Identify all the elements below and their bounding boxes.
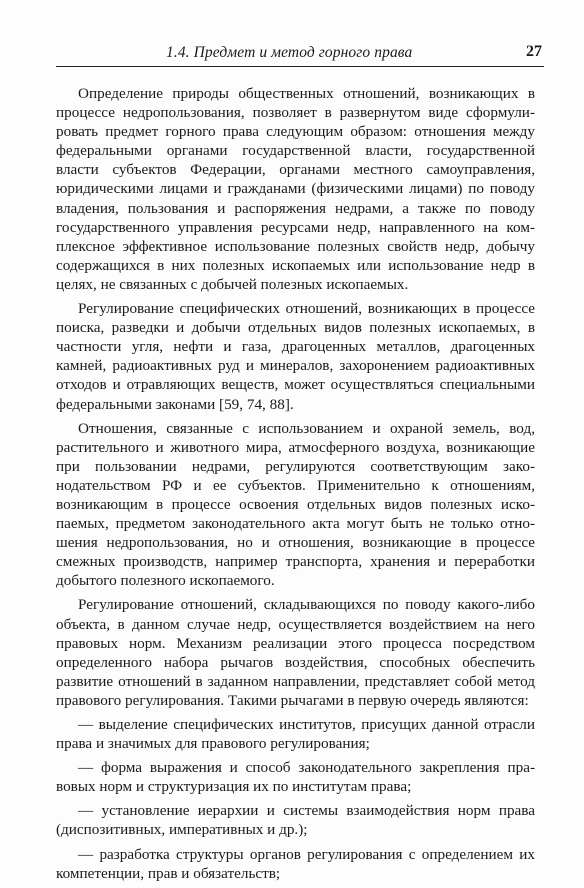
list-item: — форма выражения и способ законодательного закрепления правовых норм и структуризация их по институтам права; bbox=[56, 759, 535, 796]
list-item: — разработка структуры органов регулирования с определением их компетенции, прав и обязательств; bbox=[56, 845, 535, 882]
header-rule bbox=[56, 66, 544, 67]
paragraph: Регулирование специфических отношений, возникающих в процессе поиска, разведки и добычи отдельных видов полезных ископаемых, в частности угля, нефти и газа, драгоценных металлов, драгоценных камней, радиоактивных руд и минералов, захоронением радиоактивных отходов и отравляющих веществ, может осуществляться специальными федеральными законами [59, 74, 88]. bbox=[56, 300, 535, 413]
list-item: — выделение специфических институтов, присущих данной отрасли права и значимых для правового регулирования; bbox=[56, 716, 535, 753]
running-head bbox=[56, 44, 544, 66]
paragraph: Определение природы общественных отношений, возникающих в процессе недропользования, позволяет в развернутом виде сформулировать предмет горного права следующим образом: отношения между федеральными органами государственной власти, государственной власти субъектов Федерации, органами местного самоуправления, юридическими лицами и гражданами (физическими лицами) по поводу владения, пользования и распоряжения недрами, а также по поводу государственного управления ресурсами недр, направленного на комплексное эффективное использование полезных свойств недр, добычу содержащихся в них полезных ископаемых или использование недр в целях, не связанных с добычей полезных ископаемых. bbox=[56, 85, 535, 293]
page-number: 27 bbox=[526, 43, 542, 60]
running-title: 1.4. Предмет и метод горного права bbox=[166, 44, 413, 61]
paragraph: Отношения, связанные с использованием и охраной земель, вод, растительного и животного мира, атмосферного воздуха, возникающие при пользовании недрами, регулируются соответствующим законодательством РФ и ее субъектов. Применительно к отношениям, возникающим в процессе освоения отдельных видов полезных ископаемых, предметом законодательного акта могут быть не только отношения недропользования, но и отношения, возникающие в процессе смежных производств, например транспорта, хранения и переработки добытого полезного ископаемого. bbox=[56, 419, 535, 590]
body-text bbox=[56, 84, 535, 888]
list-item: — установление иерархии и системы взаимодействия норм права (диспозитивных, императивных и др.); bbox=[56, 802, 535, 839]
paragraph: Регулирование отношений, складывающихся по поводу какого-либо объекта, в данном случае недр, осуществляется воздействием на него правовых норм. Механизм реализации этого процесса посредством определенного набора рычагов воздействия, способных обеспечить развитие отношений в заданном направлении, представляет собой метод правового регулирования. Такими рычагами в первую очередь являются: bbox=[56, 596, 535, 709]
